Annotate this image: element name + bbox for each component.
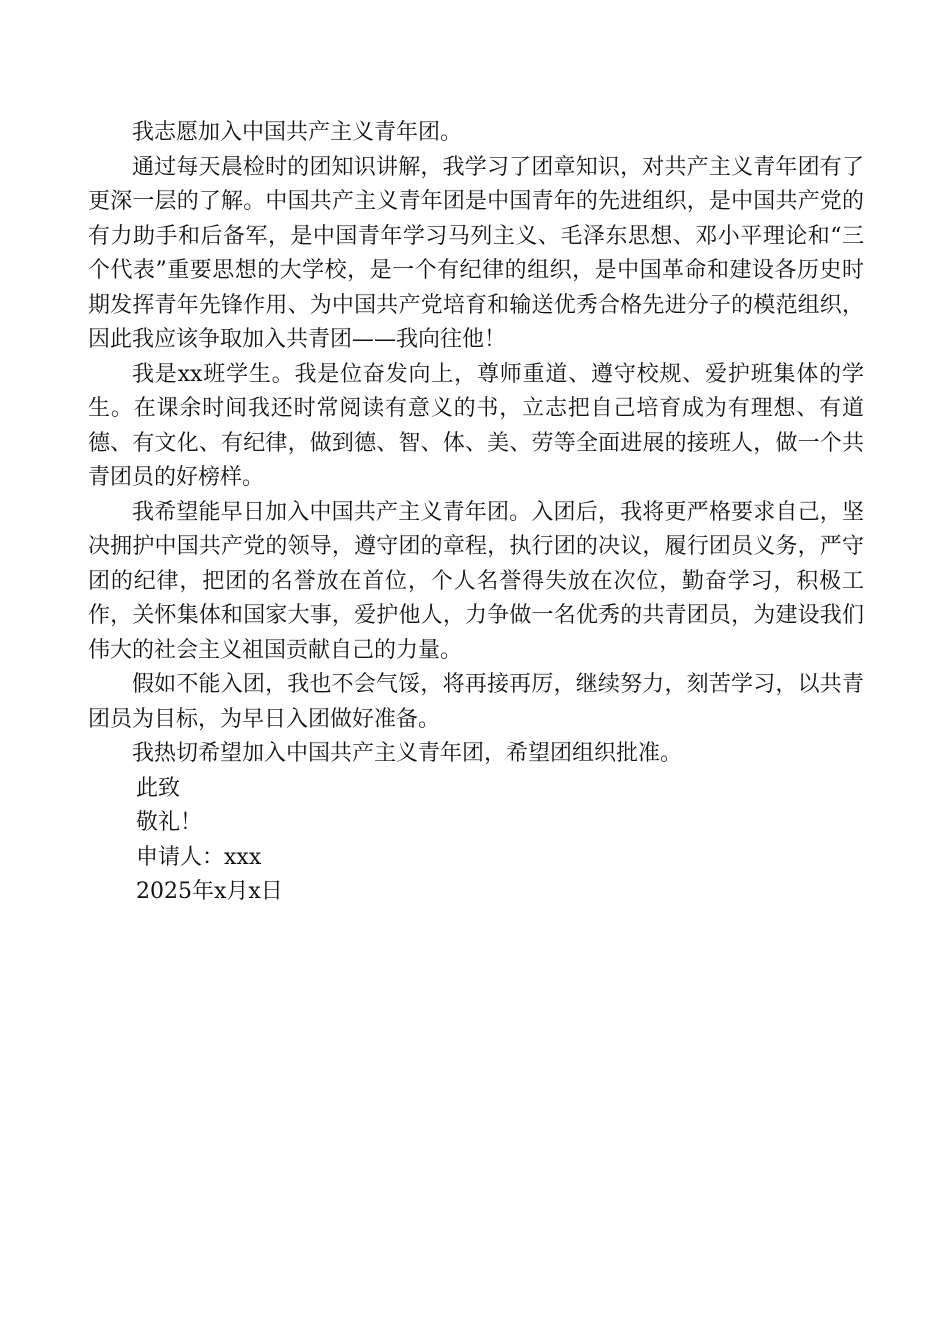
date-line: 2025年x月x日 [136,879,283,904]
paragraph-self-introduction: 我是xx班学生。我是位奋发向上，尊师重道、遵守校规、爱护班集体的学生。在课余时间我还时常阅读有意义的书，立志把自己培育成为有理想、有道德、有文化、有纪律，做到德、智、体、美、劳等全面进展的接班人，做一个共青团员的好榜样。 [88,361,864,490]
paragraph-understanding: 通过每天晨检时的团知识讲解，我学习了团章知识，对共产主义青年团有了更深一层的了解。中国共产主义青年团是中国青年的先进组织，是中国共产党的有力助手和后备军，是中国青年学习马列主义、毛泽东思想、邓小平理论和“三个代表”重要思想的大学校，是一个有纪律的组织，是中国革命和建设各历史时期发挥青年先锋作用、为中国共产党培育和输送优秀合格先进分子的模范组织，因此我应该争取加入共青团——我向往他！ [88,154,864,352]
application-letter [88,116,864,910]
salute-line: 敬礼！ [136,810,203,835]
closing-line: 此致 [136,775,181,801]
paragraph-intro: 我志愿加入中国共产主义青年团。 [132,120,463,145]
paragraph-commitment: 我希望能早日加入中国共产主义青年团。入团后，我将更严格要求自己，坚决拥护中国共产党的领导，遵守团的章程，执行团的决议，履行团员义务，严守团的纪律，把团的名誉放在首位，个人名誉得失放在次位，勤奋学习，积极工作，关怀集体和国家大事，爱护他人，力争做一名优秀的共青团员，为建设我们伟大的社会主义祖国贡献自己的力量。 [88,499,864,663]
paragraph-request: 我热切希望加入中国共产主义青年团，希望团组织批准。 [132,741,683,766]
applicant-signature: 申请人：xxx [136,844,262,870]
paragraph-contingency: 假如不能入团，我也不会气馁，将再接再厉，继续努力，刻苦学习，以共青团员为目标，为早日入团做好准备。 [88,672,864,732]
